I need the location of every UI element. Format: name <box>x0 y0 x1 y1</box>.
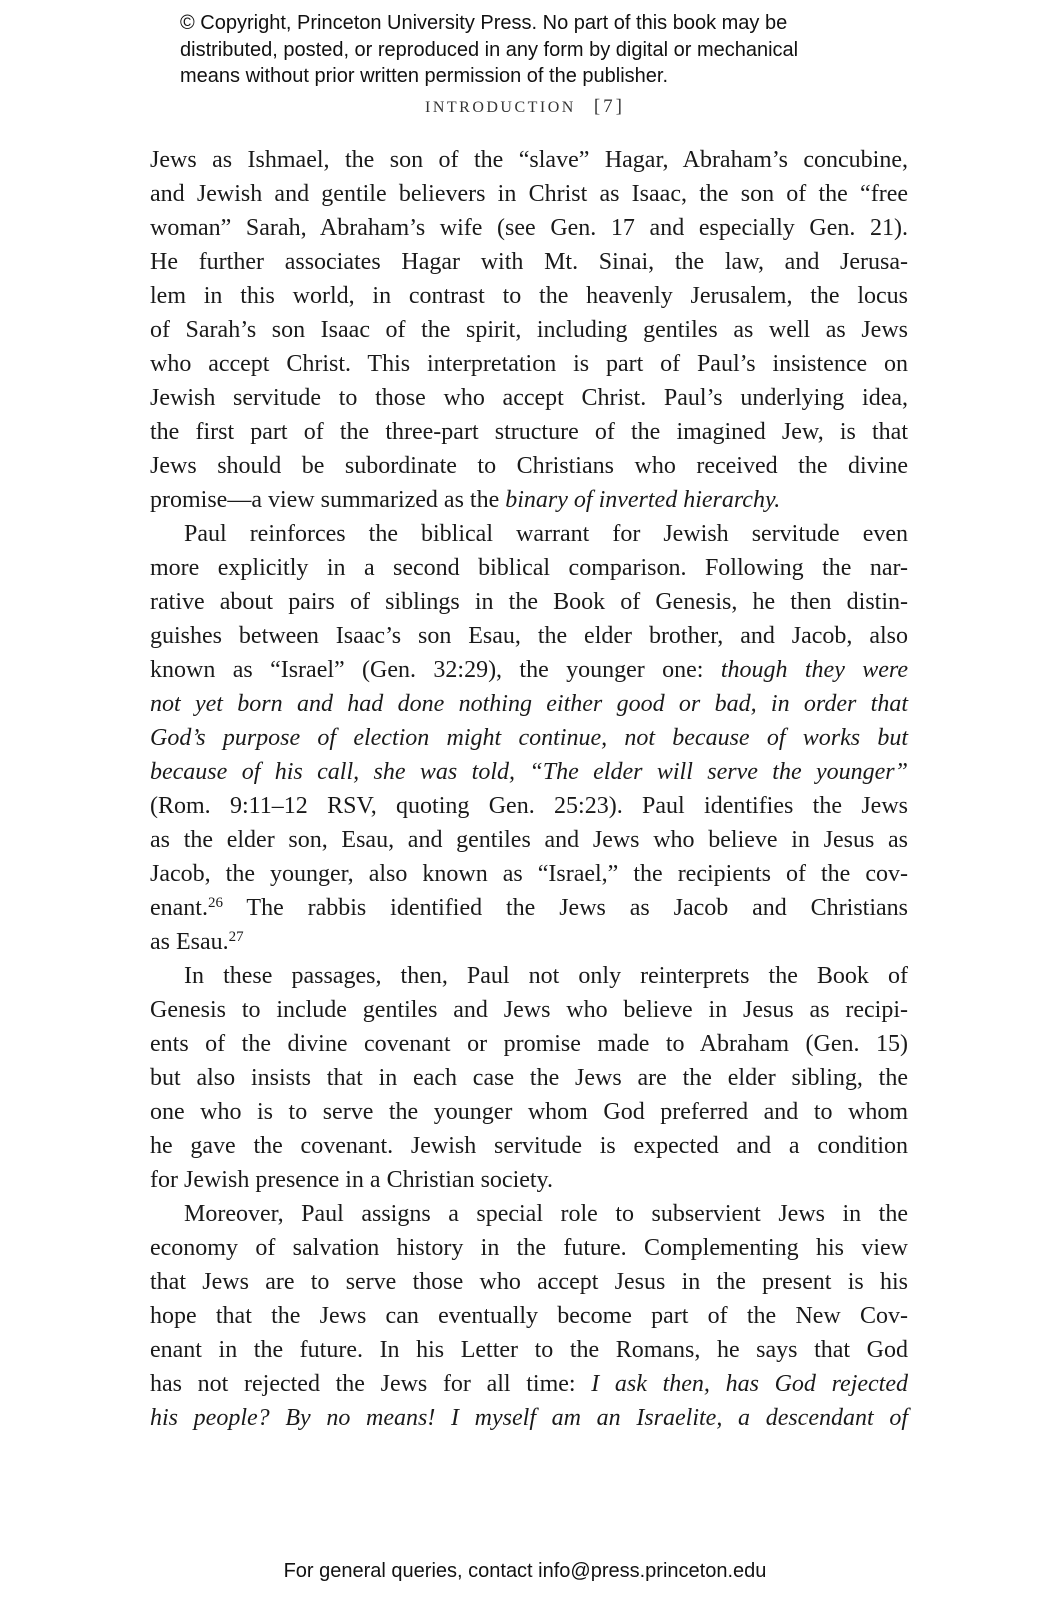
text-line <box>150 177 908 211</box>
text-line <box>150 381 908 415</box>
text-line <box>150 823 908 857</box>
text-line <box>150 993 908 1027</box>
italic-text: binary of inverted hierarchy. <box>505 487 781 513</box>
text-line <box>150 619 908 653</box>
text-line <box>150 1061 908 1095</box>
running-head <box>0 96 1050 118</box>
text-line <box>150 347 908 381</box>
running-head-title: INTRODUCTION <box>424 99 576 116</box>
italic-text: because of his call, she was told, “The elder will serve the younger” <box>150 759 908 785</box>
text-line <box>150 449 908 483</box>
italic-text: though they were <box>720 657 908 683</box>
paragraph <box>150 1197 908 1435</box>
text-line <box>150 1027 908 1061</box>
text: more explicitly in a second biblical comparison. Following the nar- <box>150 555 908 581</box>
text: but also insists that in each case the Jews are the elder sibling, the <box>150 1065 908 1091</box>
italic-text: I ask then, has God rejected <box>591 1371 908 1397</box>
footer-contact: For general queries, contact info@press.princeton.edu <box>283 1560 767 1582</box>
text: and Jewish and gentile believers in Christ as Isaac, the son of the “free <box>150 181 908 207</box>
text-line <box>150 1163 908 1197</box>
text: He further associates Hagar with Mt. Sinai, the law, and Jerusa- <box>150 249 908 275</box>
text: Moreover, Paul assigns a special role to subservient Jews in the <box>184 1201 908 1227</box>
footnote-ref[interactable]: 26 <box>207 895 223 911</box>
text: guishes between Isaac’s son Esau, the elder brother, and Jacob, also <box>150 623 908 649</box>
paragraph <box>150 517 908 959</box>
text-line <box>150 1265 908 1299</box>
text: hope that the Jews can eventually become part of the New Cov- <box>150 1303 908 1329</box>
text-line <box>150 415 908 449</box>
text-line <box>150 857 908 891</box>
text: Genesis to include gentiles and Jews who believe in Jesus as recipi- <box>150 997 908 1023</box>
copyright-line: means without prior written permission of the publisher. <box>180 65 669 87</box>
text: as the elder son, Esau, and gentiles and Jews who believe in Jesus as <box>150 827 908 853</box>
text-line <box>150 959 908 993</box>
text: known as “Israel” (Gen. 32:29), the younger one: <box>150 657 721 683</box>
italic-text: his people? By no means! I myself am an Israelite, a descendant of <box>150 1405 908 1431</box>
italic-text: not yet born and had done nothing either good or bad, in order that <box>150 691 908 717</box>
text: ents of the divine covenant or promise made to Abraham (Gen. 15) <box>150 1031 908 1057</box>
text: Jacob, the younger, also known as “Israel,” the recipients of the cov- <box>150 861 908 887</box>
text: Jews as Ishmael, the son of the “slave” Hagar, Abraham’s concubine, <box>150 147 908 173</box>
text-line <box>150 313 908 347</box>
text: of Sarah’s son Isaac of the spirit, including gentiles as well as Jews <box>150 317 908 343</box>
text: (Rom. 9:11–12 RSV, quoting Gen. 25:23). Paul identifies the Jews <box>150 793 908 819</box>
text-line <box>150 1367 908 1401</box>
footnote-ref[interactable]: 27 <box>228 929 244 945</box>
paragraph <box>150 143 908 517</box>
body-text <box>150 143 908 1435</box>
text: promise—a view summarized as the <box>150 487 506 513</box>
text-line <box>150 755 908 789</box>
copyright-notice <box>180 10 900 90</box>
text: Paul reinforces the biblical warrant for Jewish servitude even <box>184 521 908 547</box>
text: economy of salvation history in the future. Complementing his view <box>150 1235 908 1261</box>
text: one who is to serve the younger whom God preferred and to whom <box>150 1099 908 1125</box>
text-line <box>150 1129 908 1163</box>
text-line <box>150 687 908 721</box>
text: as Esau. <box>150 929 229 955</box>
text: enant. <box>150 895 208 921</box>
text: Jewish servitude to those who accept Christ. Paul’s underlying idea, <box>150 385 908 411</box>
text: for Jewish presence in a Christian society. <box>150 1167 553 1193</box>
text: the first part of the three-part structure of the imagined Jew, is that <box>150 419 908 445</box>
text-line <box>150 211 908 245</box>
text-line <box>150 1333 908 1367</box>
text: lem in this world, in contrast to the heavenly Jerusalem, the locus <box>150 283 908 309</box>
text-line <box>150 1401 908 1435</box>
text: The rabbis identified the Jews as Jacob and Christians <box>222 895 908 921</box>
text-line <box>150 925 908 959</box>
text: rative about pairs of siblings in the Book of Genesis, he then distin- <box>150 589 908 615</box>
text-line <box>150 551 908 585</box>
text: that Jews are to serve those who accept Jesus in the present is his <box>150 1269 908 1295</box>
text: has not rejected the Jews for all time: <box>150 1371 592 1397</box>
text-line <box>150 143 908 177</box>
text-line <box>150 245 908 279</box>
text-line <box>150 1231 908 1265</box>
copyright-line: © Copyright, Princeton University Press. No part of this book may be <box>180 12 788 34</box>
text-line <box>150 1197 908 1231</box>
text-line <box>150 789 908 823</box>
text-line <box>150 721 908 755</box>
text-line <box>150 483 908 517</box>
italic-text: God’s purpose of election might continue, not because of works but <box>150 725 908 751</box>
text: In these passages, then, Paul not only reinterprets the Book of <box>184 963 908 989</box>
page-number: [7] <box>593 96 626 117</box>
text: who accept Christ. This interpretation is part of Paul’s insistence on <box>150 351 908 377</box>
text: Jews should be subordinate to Christians who received the divine <box>150 453 908 479</box>
copyright-line: distributed, posted, or reproduced in any form by digital or mechanical <box>180 38 799 61</box>
text-line <box>150 279 908 313</box>
text-line <box>150 1095 908 1129</box>
text: enant in the future. In his Letter to the Romans, he says that God <box>150 1337 908 1363</box>
text: he gave the covenant. Jewish servitude is expected and a condition <box>150 1133 908 1159</box>
text-line <box>150 585 908 619</box>
text-line <box>150 653 908 687</box>
text-line <box>150 517 908 551</box>
paragraph <box>150 959 908 1197</box>
text-line <box>150 891 908 925</box>
text: woman” Sarah, Abraham’s wife (see Gen. 17 and especially Gen. 21). <box>150 215 908 241</box>
text-line <box>150 1299 908 1333</box>
